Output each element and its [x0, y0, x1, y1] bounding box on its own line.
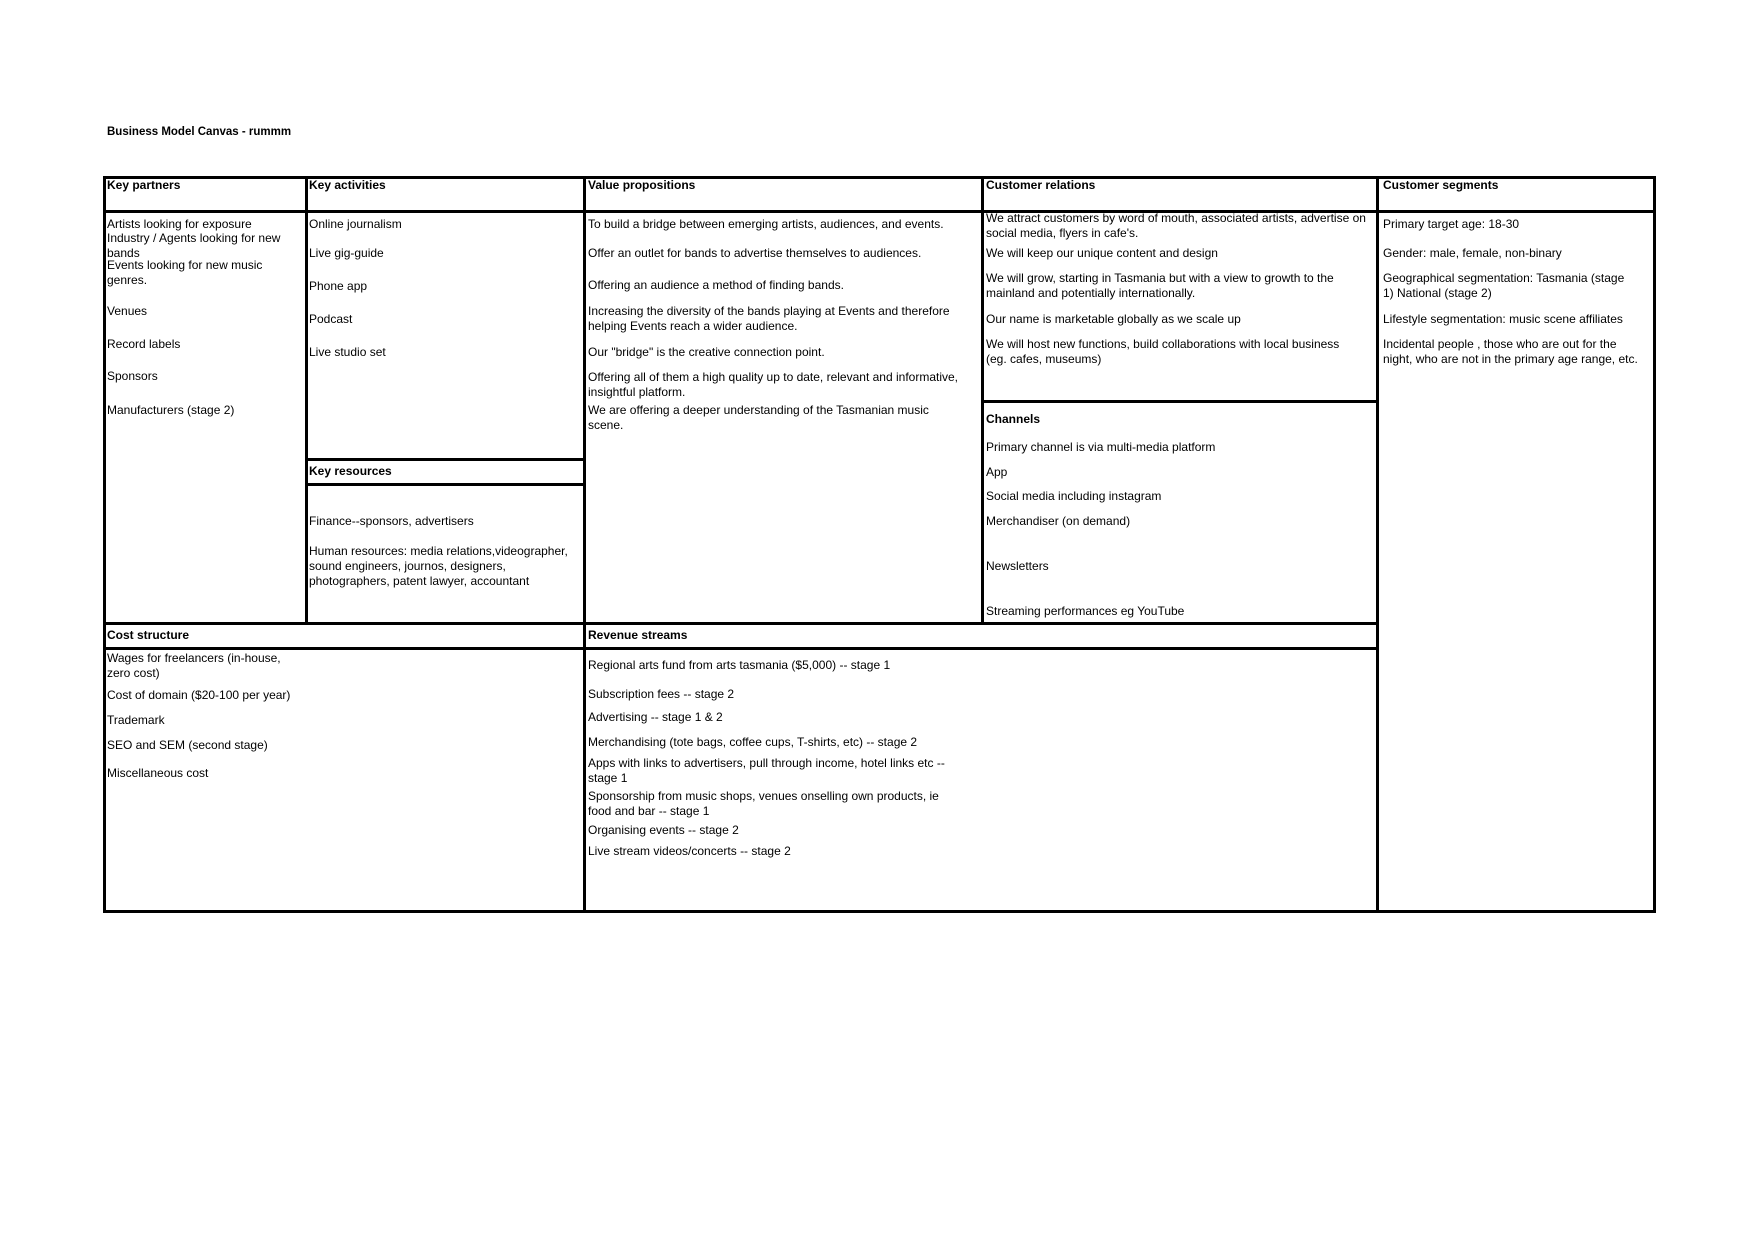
customer-segments-item	[1383, 246, 1562, 261]
cost-structure-item	[107, 651, 281, 681]
key-activities-item	[309, 312, 352, 327]
key-partners-item-line: Industry / Agents looking for new	[107, 231, 281, 245]
key-activities-item	[309, 279, 367, 294]
cost-structure-item-line: zero cost)	[107, 666, 160, 680]
cost-structure-item	[107, 713, 165, 728]
document-title: Business Model Canvas - rummm	[107, 126, 292, 138]
grid-line-partners-activities	[305, 176, 308, 625]
key-resources-header: Key resources	[309, 464, 392, 478]
customer-segments-item-line: Geographical segmentation: Tasmania (stage	[1383, 271, 1625, 285]
value-propositions-item-line: To build a bridge between emerging artists, audiences, and events.	[588, 217, 944, 231]
key-resources-item	[309, 514, 474, 529]
value-propositions-item	[588, 246, 921, 261]
key-activities-item-line: Live gig-guide	[309, 246, 384, 260]
channels-item	[986, 604, 1184, 619]
grid-line-right	[1653, 176, 1656, 913]
revenue-streams-item-line: stage 1	[588, 771, 628, 785]
value-propositions-header: Value propositions	[588, 178, 696, 192]
key-resources-item-line: Finance--sponsors, advertisers	[309, 514, 474, 528]
key-partners-item-line: Record labels	[107, 337, 181, 351]
key-resources-item-line: Human resources: media relations,videographer,	[309, 544, 568, 558]
revenue-streams-item-line: Live stream videos/concerts -- stage 2	[588, 844, 791, 858]
customer-segments-item-line: Lifestyle segmentation: music scene affiliates	[1383, 312, 1623, 326]
customer-segments-header: Customer segments	[1383, 178, 1499, 192]
revenue-streams-item-line: Regional arts fund from arts tasmania ($5,000) -- stage 1	[588, 658, 891, 672]
revenue-streams-item-line: Merchandising (tote bags, coffee cups, T-shirts, etc) -- stage 2	[588, 735, 918, 749]
customer-relations-item	[986, 246, 1218, 261]
customer-segments-item	[1383, 337, 1638, 367]
key-partners-item	[107, 369, 158, 384]
grid-line-channels-top	[981, 400, 1379, 403]
revenue-streams-item	[588, 658, 890, 673]
cost-structure-item-line: Cost of domain ($20-100 per year)	[107, 688, 291, 702]
cost-structure-item-line: SEO and SEM (second stage)	[107, 738, 268, 752]
customer-relations-item-line: We will host new functions, build collaborations with local business	[986, 337, 1340, 351]
value-propositions-item-line: We are offering a deeper understanding of the Tasmanian music	[588, 403, 929, 417]
key-resources-item	[309, 544, 568, 589]
value-propositions-item	[588, 278, 844, 293]
cost-structure-item	[107, 766, 208, 781]
value-propositions-item-line: scene.	[588, 418, 624, 432]
revenue-streams-item	[588, 687, 734, 702]
key-partners-item-line: Artists looking for exposure	[107, 217, 252, 231]
key-activities-item-line: Phone app	[309, 279, 368, 293]
customer-relations-item	[986, 337, 1339, 367]
grid-line-key-resources-header-bottom	[305, 483, 586, 486]
key-activities-item-line: Podcast	[309, 312, 353, 326]
key-partners-item-line: Events looking for new music	[107, 258, 263, 272]
customer-segments-item	[1383, 271, 1624, 301]
value-propositions-item	[588, 304, 950, 334]
key-activities-header: Key activities	[309, 178, 386, 192]
key-partners-item-line: Manufacturers (stage 2)	[107, 403, 235, 417]
channels-item-line: Merchandiser (on demand)	[986, 514, 1131, 528]
key-activities-item	[309, 217, 402, 232]
key-partners-item	[107, 231, 280, 261]
customer-relations-item-line: Our name is marketable globally as we scale up	[986, 312, 1241, 326]
customer-relations-header: Customer relations	[986, 178, 1096, 192]
revenue-streams-item-line: Sponsorship from music shops, venues onselling own products, ie	[588, 789, 939, 803]
revenue-streams-item	[588, 844, 791, 859]
channels-item-line: App	[986, 465, 1008, 479]
customer-relations-item-line: We attract customers by word of mouth, associated artists, advertise on	[986, 211, 1366, 225]
customer-segments-item	[1383, 312, 1623, 327]
customer-segments-item-line: Gender: male, female, non-binary	[1383, 246, 1562, 260]
channels-item-line: Social media including instagram	[986, 489, 1162, 503]
key-partners-item-line: Sponsors	[107, 369, 158, 383]
revenue-streams-item-line: food and bar -- stage 1	[588, 804, 710, 818]
channels-item	[986, 559, 1049, 574]
revenue-streams-item	[588, 710, 723, 725]
key-partners-item-line: genres.	[107, 273, 148, 287]
revenue-streams-item-line: Organising events -- stage 2	[588, 823, 739, 837]
cost-structure-item-line: Wages for freelancers (in-house,	[107, 651, 281, 665]
key-activities-item-line: Live studio set	[309, 345, 386, 359]
key-activities-item	[309, 246, 384, 261]
value-propositions-item-line: Our "bridge" is the creative connection point.	[588, 345, 825, 359]
revenue-streams-header: Revenue streams	[588, 628, 688, 642]
customer-relations-item-line: We will keep our unique content and design	[986, 246, 1218, 260]
channels-item-line: Primary channel is via multi-media platform	[986, 440, 1216, 454]
key-activities-item-line: Online journalism	[309, 217, 402, 231]
key-partners-item	[107, 304, 147, 319]
customer-segments-item	[1383, 217, 1519, 232]
key-partners-item	[107, 217, 252, 232]
key-resources-item-line: photographers, patent lawyer, accountant	[309, 574, 530, 588]
value-propositions-item	[588, 217, 944, 232]
value-propositions-item-line: Offering all of them a high quality up to date, relevant and informative,	[588, 370, 958, 384]
grid-line-left	[103, 176, 106, 913]
key-partners-item	[107, 258, 262, 288]
cost-structure-item	[107, 738, 268, 753]
value-propositions-item-line: helping Events reach a wider audience.	[588, 319, 798, 333]
customer-relations-item-line: mainland and potentially internationally.	[986, 286, 1196, 300]
revenue-streams-item	[588, 789, 939, 819]
channels-item-line: Newsletters	[986, 559, 1049, 573]
grid-line-values-relations	[981, 176, 984, 625]
key-partners-item	[107, 337, 180, 352]
revenue-streams-item-line: Subscription fees -- stage 2	[588, 687, 735, 701]
customer-segments-item-line: Primary target age: 18-30	[1383, 217, 1520, 231]
cost-structure-header: Cost structure	[107, 628, 190, 642]
revenue-streams-item	[588, 823, 739, 838]
revenue-streams-item-line: Advertising -- stage 1 & 2	[588, 710, 723, 724]
channels-item	[986, 514, 1130, 529]
cost-structure-item	[107, 688, 290, 703]
value-propositions-item-line: Offer an outlet for bands to advertise themselves to audiences.	[588, 246, 922, 260]
value-propositions-item-line: insightful platform.	[588, 385, 686, 399]
channels-item	[986, 465, 1007, 480]
channels-item-line: Streaming performances eg YouTube	[986, 604, 1185, 618]
grid-line-bottom-header-bottom	[103, 647, 1379, 650]
grid-line-bottom-sections-top	[103, 622, 1379, 625]
key-partners-item-line: bands	[107, 246, 140, 260]
key-partners-item-line: Venues	[107, 304, 148, 318]
key-resources-item-line: sound engineers, journos, designers,	[309, 559, 506, 573]
value-propositions-item	[588, 370, 958, 400]
customer-relations-item	[986, 271, 1334, 301]
customer-relations-item	[986, 312, 1241, 327]
revenue-streams-item-line: Apps with links to advertisers, pull through income, hotel links etc --	[588, 756, 945, 770]
customer-segments-item-line: night, who are not in the primary age range, etc.	[1383, 352, 1638, 366]
value-propositions-item	[588, 403, 929, 433]
cost-structure-item-line: Miscellaneous cost	[107, 766, 209, 780]
grid-line-relations-segments	[1376, 176, 1379, 913]
revenue-streams-item	[588, 735, 917, 750]
channels-item	[986, 440, 1215, 455]
channels-header: Channels	[986, 412, 1041, 426]
key-partners-item	[107, 403, 234, 418]
grid-line-bottom	[103, 910, 1656, 913]
value-propositions-item-line: Offering an audience a method of finding bands.	[588, 278, 844, 292]
key-activities-item	[309, 345, 386, 360]
customer-segments-item-line: Incidental people , those who are out for the	[1383, 337, 1617, 351]
value-propositions-item-line: Increasing the diversity of the bands playing at Events and therefore	[588, 304, 950, 318]
revenue-streams-item	[588, 756, 945, 786]
channels-item	[986, 489, 1161, 504]
customer-relations-item-line: We will grow, starting in Tasmania but with a view to growth to the	[986, 271, 1334, 285]
customer-relations-item-line: social media, flyers in cafe's.	[986, 226, 1139, 240]
customer-relations-item-line: (eg. cafes, museums)	[986, 352, 1102, 366]
grid-line-header-bottom	[103, 210, 1656, 213]
customer-segments-item-line: 1) National (stage 2)	[1383, 286, 1492, 300]
grid-line-activities-values	[583, 176, 586, 913]
value-propositions-item	[588, 345, 825, 360]
cost-structure-item-line: Trademark	[107, 713, 165, 727]
grid-line-key-resources-top	[305, 458, 586, 461]
customer-relations-item	[986, 211, 1366, 240]
key-partners-header: Key partners	[107, 178, 181, 192]
